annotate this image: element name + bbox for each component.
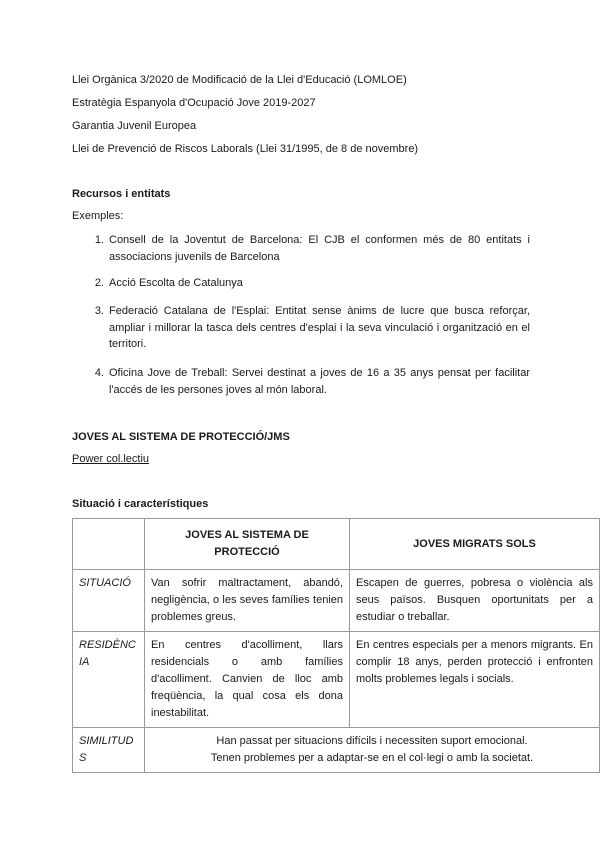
list-text: Acció Escolta de Catalunya [109,277,243,289]
list-item [90,365,530,398]
list-item [90,275,530,292]
list-text: Oficina Jove de Treball: Servei destinat a joves de 16 a 35 anys pensat per facilitar l'accés de les persones joves al món laboral. [109,367,530,396]
similituds-line-2: Tenen problemes per a adaptar-se en el col·legi o amb la societat. [210,752,534,764]
resources-intro: Exemples: [72,210,124,222]
row-label-situacio: SITUACIÓ [73,570,145,632]
list-number: 2. [94,277,104,289]
list-item [90,303,530,353]
cell-situacio-proteccio: Van sofrir maltractament, abandó, negligència, o les seves famílies tenien problemes greus. [145,570,350,632]
table-row [73,632,600,728]
cell-residencia-migrats: En centres especials per a menors migrants. En complir 18 anys, perden protecció i enfronten molts problemes legals i socials. [350,632,600,728]
table-header-row [73,519,600,570]
list-number: 1. [94,234,104,246]
section-heading: JOVES AL SISTEMA DE PROTECCIÓ/JMS [72,431,290,443]
col-header-migrats: JOVES MIGRATS SOLS [350,519,600,570]
cell-situacio-migrats: Escapen de guerres, pobresa o violència als seus països. Busquen oportunitats per a estudiar o treballar. [350,570,600,632]
list-text: Consell de la Joventut de Barcelona: El CJB el conformen més de 80 entitats i associacions juvenils de Barcelona [109,234,530,263]
col-header-proteccio: JOVES AL SISTEMA DE PROTECCIÓ [145,519,350,570]
similituds-line-1: Han passat per situacions difícils i necessiten suport emocional. [216,735,528,747]
cell-residencia-proteccio: En centres d'acolliment, llars residencials o amb famílies d'acolliment. Canvien de lloc amb freqüència, la qual cosa els dona inestabilitat. [145,632,350,728]
law-line-lomloe: Llei Orgànica 3/2020 de Modificació de la Llei d'Educació (LOMLOE) [72,74,407,86]
list-text: Federació Catalana de l'Esplai: Entitat sense ànims de lucre que busca reforçar, ampliar i millorar la tasca dels centres d'esplai i la seva vinculació i organització en el territori. [109,305,530,350]
law-line-garantia-juvenil: Garantia Juvenil Europea [72,120,197,132]
row-label-residencia: RESIDÈNCIA [73,632,145,728]
table-row [73,728,600,773]
list-number: 4. [94,367,104,379]
law-line-riscos-laborals: Llei de Prevenció de Riscos Laborals (Llei 31/1995, de 8 de novembre) [72,143,419,155]
cell-similituds [145,728,600,773]
row-label-similituds: SIMILITUDS [73,728,145,773]
table-heading: Situació i característiques [72,498,209,510]
resources-heading: Recursos i entitats [72,188,171,200]
law-line-ocupacio-jove: Estratègia Espanyola d'Ocupació Jove 2019-2027 [72,97,316,109]
table-corner-cell [73,519,145,570]
comparison-table [72,518,600,773]
power-collectiu-link[interactable]: Power col.lectiu [72,453,150,465]
list-number: 3. [94,305,104,317]
list-item [90,232,530,265]
table-row [73,570,600,632]
